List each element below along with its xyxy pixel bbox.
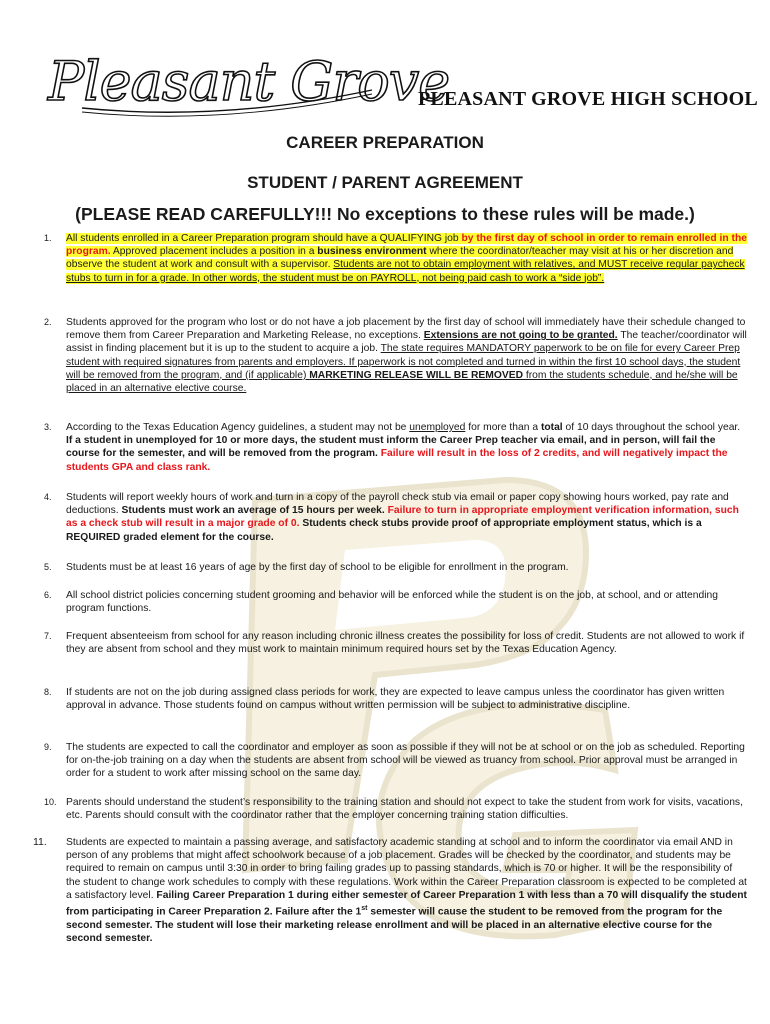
rule-number: 1. [44, 233, 52, 243]
rule-text-segment: from the students schedule, and he/she will be placed in an alternative elective course. [66, 369, 738, 395]
rule-text-segment: Students are expected to maintain a passing average, and satisfactory academic standing at school and to inform the coordinator via email AND in person of any problems that might affect schoolwork because of a job placement. Grades will be checked by the coordinator, and students may be required to remain on campus until 3:30 in order to bring failing grades up to passing standards, which is 70 or higher. It will be the responsibility of the student to change work schedules to comply with these regulations. Work within the Career Preparation classroom is expected to be completed at a satisfactory level. [66, 837, 747, 901]
rule-text-segment: by the first day of school in order to remain enrolled in the program. [66, 233, 747, 258]
rule-text-segment: Frequent absenteeism from school for any reason including chronic illness creates the possibility for loss of credit. Students are not allowed to work if they are absent from school and they must work to maintain minimum required hours set by the Texas Education Agency. [66, 631, 745, 656]
rule-text-segment: The state requires MANDATORY paperwork to be on file for every Career Prep student with required signatures from parents and employers. If paperwork is not completed and turned in within the first 10 school days, the student will be removed from the program, and (if applicable) [66, 343, 741, 381]
rule-text-segment: Failure to turn in appropriate employment verification information, such as a check stub will result in a major grade of 0. [66, 505, 739, 530]
page-header [0, 0, 770, 132]
rule-text-segment: st [361, 905, 368, 913]
rule-number: 9. [44, 742, 52, 752]
rule-text [66, 421, 749, 474]
rule-text-segment: Approved placement includes a position in a [110, 246, 318, 258]
rule-text-segment: for more than a [465, 422, 541, 433]
rule-text-segment: MARKETING RELEASE WILL BE REMOVED [309, 369, 524, 381]
rule-text [66, 316, 749, 395]
rule-text-segment: The teacher/coordinator will assist in finding placement but it is up to the student to acquire a job. [66, 330, 747, 355]
rule-text-segment: All school district policies concerning student grooming and behavior will be enforced while the student is on the job, at school, and or attending program functions. [66, 590, 718, 615]
rule-text-segment: The students are expected to call the coordinator and employer as soon as possible if they will not be at school or on the job as scheduled. Reporting for on-the-job training on a day when the students are absent from school will be viewed as truancy from school. Prior approval must be arranged in order for a student to work after missing school on the same day. [66, 742, 745, 780]
rule-text-segment: Students will report weekly hours of work and turn in a copy of the payroll check stub via email or paper copy showing hours worked, pay rate and deductions. [66, 492, 729, 517]
rule-text-segment: Students must work an average of 15 hours per week. [121, 505, 385, 517]
rule-number: 4. [44, 492, 52, 502]
pleasant-grove-script-logo [42, 38, 450, 123]
rule-text [66, 796, 749, 822]
rule-text [66, 836, 749, 945]
rule-text [66, 561, 749, 574]
rule-text-segment: business environment [317, 246, 427, 258]
rule-text-segment: of 10 days throughout the school year. [562, 422, 741, 433]
rule-text-segment: Parents should understand the student’s responsibility to the training station and should not expect to take the student from work for visits, vacations, etc. Parents should consult with the coordinator rather that the employer concerning training station difficulties. [66, 797, 743, 822]
rule-text-segment: where the coordinator/teacher may visit at his or her discretion and observe the student at work and consult with a supervisor. [66, 246, 734, 271]
rule-text-segment: Failure will result in the loss of 2 credits, and will negatively impact the students GPA and class rank. [66, 448, 728, 473]
rule-text-segment: If a student in unemployed for 10 or more days, the student must inform the Career Prep teacher via email, and in person, will fail the course for the semester, and will be removed from the program. [66, 435, 716, 460]
rule-number: 8. [44, 687, 52, 697]
rule-number: 5. [44, 562, 52, 572]
rule-text-segment: Failing Career Preparation 1 during either semester of Career Preparation 1 with less than a 70 will disqualify the student from participating in Career Preparation 2. Failure after the 1 [66, 889, 747, 918]
doc-warning: (PLEASE READ CAREFULLY!!! No exceptions to these rules will be made.) [75, 204, 695, 224]
rule-number: 3. [44, 422, 52, 432]
rule-text-segment: total [540, 422, 563, 433]
rule-text-segment: semester will cause the student to be removed from the program for the second semester. The student will lose their marketing release enrollment and will be placed in an alternative elective course for the second semester. [66, 906, 723, 944]
rule-text [66, 686, 749, 712]
rule-text-segment: Students are not to obtain employment with relatives, and MUST receive regular paycheck stubs to turn in for a grade. In other words, the student must be on PAYROLL, not being paid cash to work a “side job”. [66, 259, 745, 284]
doc-title: CAREER PREPARATION [286, 133, 484, 152]
rule-text [66, 232, 749, 285]
rule-text [66, 491, 749, 544]
rule-text-segment: unemployed [409, 422, 466, 433]
document-titles [0, 132, 770, 226]
rule-number: 7. [44, 631, 52, 641]
rule-text-segment: Students approved for the program who lost or do not have a job placement by the first day of school will immediately have their schedule changed to remove them from Career Preparation and Marketing Release, no exceptions. [66, 317, 746, 342]
rule-text-segment: According to the Texas Education Agency guidelines, a student may not be [66, 422, 410, 433]
rule-text [66, 630, 749, 656]
rule-number: 6. [44, 590, 52, 600]
rule-text-segment: All students enrolled in a Career Preparation program should have a QUALIFYING job [66, 233, 462, 244]
rule-text [66, 589, 749, 615]
rule-text-segment: Extensions are not going to be granted. [423, 330, 618, 342]
rule-text [66, 741, 749, 781]
rule-text-segment: Students check stubs provide proof of appropriate employment status, which is a REQUIRED graded element for the course. [66, 518, 702, 543]
svg-text:Pleasant Grove: Pleasant Grove [48, 50, 450, 113]
rule-text-segment: Students must be at least 16 years of age by the first day of school to be eligible for enrollment in the program. [66, 562, 569, 573]
rule-number: 10. [44, 797, 57, 807]
doc-subtitle: STUDENT / PARENT AGREEMENT [247, 173, 523, 192]
school-name: PLEASANT GROVE HIGH SCHOOL [418, 88, 758, 110]
rule-number: 11. [33, 836, 47, 848]
rule-number: 2. [44, 317, 52, 327]
rule-text-segment: If students are not on the job during assigned class periods for work, they are expected to leave campus unless the coordinator has given written approval in advance. Those students found on campus without written permission will be subject to administrative discipline. [66, 687, 725, 712]
